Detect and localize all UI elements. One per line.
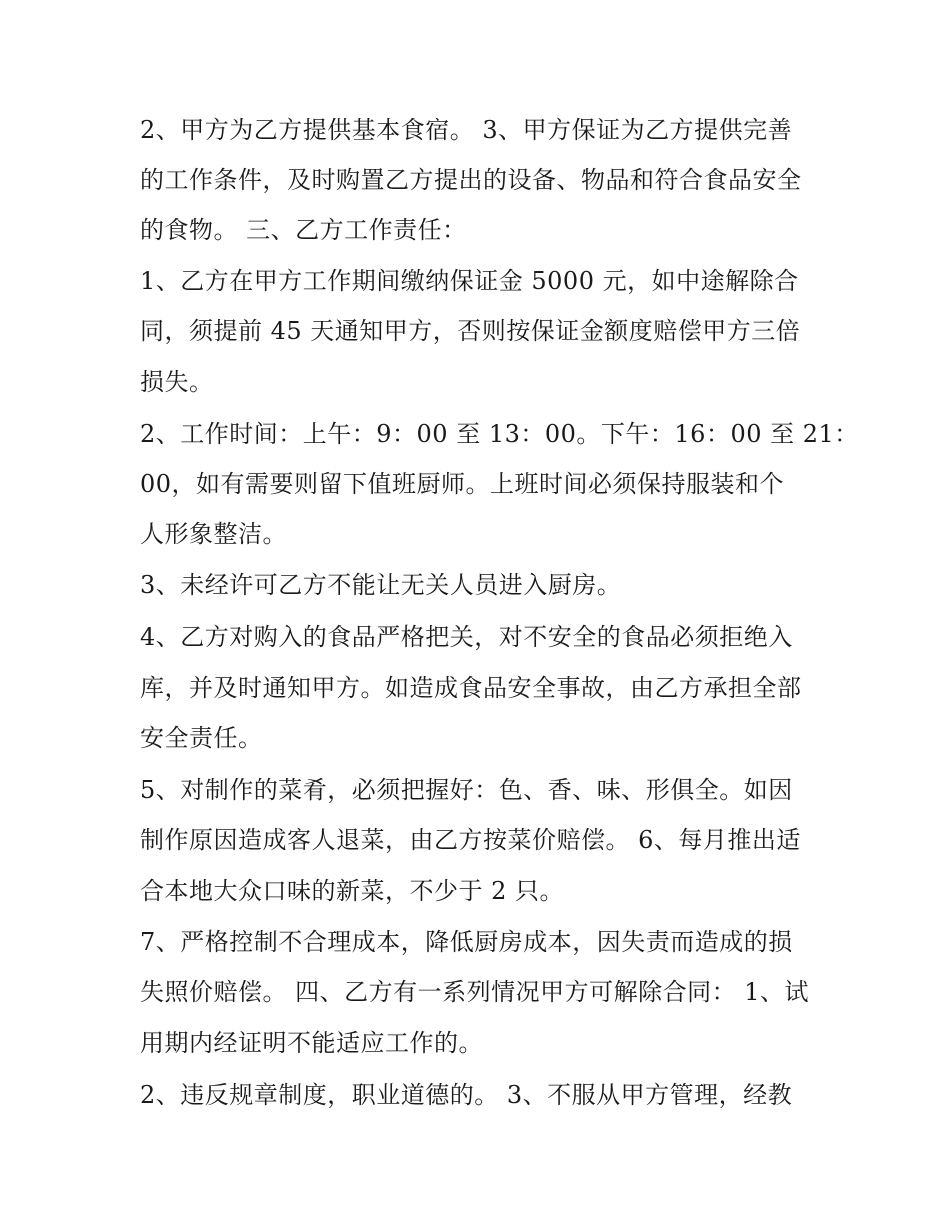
text-line: 00，如有需要则留下值班厨师。上班时间必须保持服装和个 [140, 470, 785, 498]
text-line: 安全责任。 [140, 724, 263, 752]
text-line: 人形象整洁。 [140, 520, 287, 548]
text-line: 的食物。 三、乙方工作责任： [140, 216, 467, 244]
text-line: 同，须提前 45 天通知甲方，否则按保证金额度赔偿甲方三倍 [140, 317, 801, 345]
text-line: 的工作条件，及时购置乙方提出的设备、物品和符合食品安全 [140, 166, 802, 194]
text-line: 4、乙方对购入的食品严格把关，对不安全的食品必须拒绝入 [140, 623, 793, 651]
text-line: 1、乙方在甲方工作期间缴纳保证金 5000 元，如中途解除合 [140, 267, 799, 295]
text-line: 2、甲方为乙方提供基本食宿。 3、甲方保证为乙方提供完善 [140, 116, 793, 144]
text-line: 合本地大众口味的新菜，不少于 2 只。 [140, 877, 565, 905]
text-line: 2、违反规章制度，职业道德的。 3、不服从甲方管理，经教 [140, 1081, 793, 1109]
text-line: 库，并及时通知甲方。如造成食品安全事故，由乙方承担全部 [140, 674, 802, 702]
text-line: 5、对制作的菜肴，必须把握好：色、香、味、形俱全。如因 [140, 776, 793, 804]
text-line: 损失。 [140, 368, 214, 396]
text-line: 失照价赔偿。 四、乙方有一系列情况甲方可解除合同： 1、试 [140, 978, 810, 1006]
text-line: 制作原因造成客人退菜，由乙方按菜价赔偿。 6、每月推出适 [140, 826, 801, 854]
text-line: 2、工作时间：上午：9：00 至 13：00。下午：16：00 至 21： [140, 420, 859, 448]
text-line: 3、未经许可乙方不能让无关人员进入厨房。 [140, 571, 622, 599]
text-line: 7、严格控制不合理成本，降低厨房成本，因失责而造成的损 [140, 928, 793, 956]
text-line: 用期内经证明不能适应工作的。 [140, 1029, 483, 1057]
